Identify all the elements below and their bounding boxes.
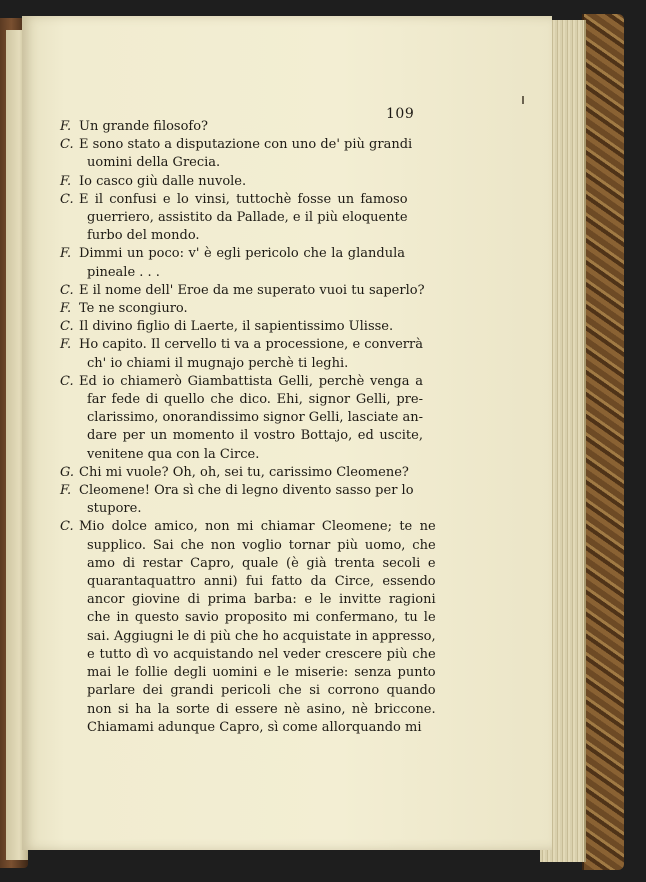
text-line: supplico. Sai che non voglio tornar più uomo, che — [87, 537, 436, 553]
marbled-right-cover — [582, 14, 624, 870]
speaker-label: F. — [60, 337, 72, 353]
speaker-label: C. — [60, 191, 74, 207]
text-line: quarantaquattro anni) fui fatto da Circe, essendo — [87, 574, 436, 590]
text-line: dare per un momento il vostro Bottajo, ed uscite, — [87, 428, 423, 444]
text-line: E sono stato a disputazione con uno de' più grandi — [79, 137, 413, 153]
speaker-label: G. — [60, 464, 75, 480]
speaker-label: C. — [60, 282, 74, 298]
text-line: amo di restar Capro, quale (è già trenta secoli e — [87, 555, 436, 571]
text-line: E il confusi e lo vinsi, tuttochè fosse un famoso — [79, 191, 408, 207]
text-line: che in questo savio proposito mi confermano, tu le — [87, 610, 436, 626]
text-line: furbo del mondo. — [87, 228, 200, 244]
dialogue-text — [60, 118, 436, 737]
text-line: uomini della Grecia. — [87, 155, 221, 171]
text-line: Chi mi vuole? Oh, oh, sei tu, carissimo Cleomene? — [79, 464, 409, 480]
dialogue-entry — [60, 336, 423, 372]
text-line: ancor giovine di prima barba: e le invitte ragioni — [87, 592, 436, 608]
dialogue-entry — [60, 282, 425, 300]
dialogue-entry — [60, 518, 436, 736]
page-number: 109 — [386, 106, 415, 122]
text-line: pineale . . . — [87, 264, 160, 280]
text-line: Il divino figlio di Laerte, il sapientissimo Ulisse. — [79, 319, 394, 335]
speaker-label: F. — [60, 173, 72, 189]
speaker-label: C. — [60, 373, 74, 389]
dialogue-entry — [60, 118, 405, 136]
text-line: E il nome dell' Eroe da me superato vuoi tu saperlo? — [79, 282, 425, 298]
text-line: Chiamami adunque Capro, sì come allorquando mi — [87, 719, 422, 735]
margin-mark — [522, 96, 524, 104]
text-line: clarissimo, onorandissimo signor Gelli, lasciate an- — [87, 410, 423, 426]
text-line: Mio dolce amico, non mi chiamar Cleomene; te ne — [79, 519, 436, 535]
speaker-label: F. — [60, 119, 72, 134]
text-line: stupore. — [87, 501, 142, 517]
speaker-label: F. — [60, 483, 72, 499]
dialogue-entry — [60, 191, 408, 246]
text-line: Io casco giù dalle nuvole. — [79, 173, 247, 189]
dialogue-entry — [60, 373, 423, 464]
text-line: Cleomene! Ora sì che di legno divento sasso per lo — [79, 483, 414, 499]
speaker-label: C. — [60, 137, 74, 153]
speaker-label: F. — [60, 301, 72, 317]
dialogue-entry — [60, 318, 405, 336]
text-line: non si ha la sorte di essere nè asino, nè briccone. — [87, 701, 436, 717]
text-line: Ed io chiamerò Giambattista Gelli, perchè venga a — [79, 373, 423, 389]
speaker-label: C. — [60, 319, 74, 335]
speaker-label: C. — [60, 519, 74, 535]
text-line: venitene qua con la Circe. — [87, 446, 260, 462]
dialogue-entry — [60, 245, 405, 281]
dialogue-entry — [60, 136, 413, 172]
text-line: guerriero, assistito da Pallade, e il più eloquente — [87, 210, 408, 226]
dialogue-entry — [60, 173, 405, 191]
text-line: Ho capito. Il cervello ti va a processione, e converrà — [79, 337, 423, 353]
text-line: Te ne scongiuro. — [79, 301, 188, 317]
dialogue-entry — [60, 482, 414, 518]
text-line: sai. Aggiugni le di più che ho acquistate in appresso, — [87, 628, 436, 644]
dialogue-entry — [60, 464, 409, 482]
text-line: parlare dei grandi pericoli che si corrono quando — [87, 683, 436, 699]
text-line: far fede di quello che dico. Ehi, signor Gelli, pre- — [87, 392, 423, 408]
text-line: ch' io chiami il mugnajo perchè ti leghi. — [87, 355, 349, 371]
dialogue-entry — [60, 300, 405, 318]
text-line: Un grande filosofo? — [79, 119, 209, 134]
text-line: e tutto dì vo acquistando nel veder crescere più che — [87, 646, 436, 662]
speaker-label: F. — [60, 246, 72, 262]
text-line: mai le follie degli uomini e le miserie: senza punto — [87, 665, 436, 681]
text-line: Dimmi un poco: v' è egli pericolo che la glandula — [79, 246, 405, 262]
